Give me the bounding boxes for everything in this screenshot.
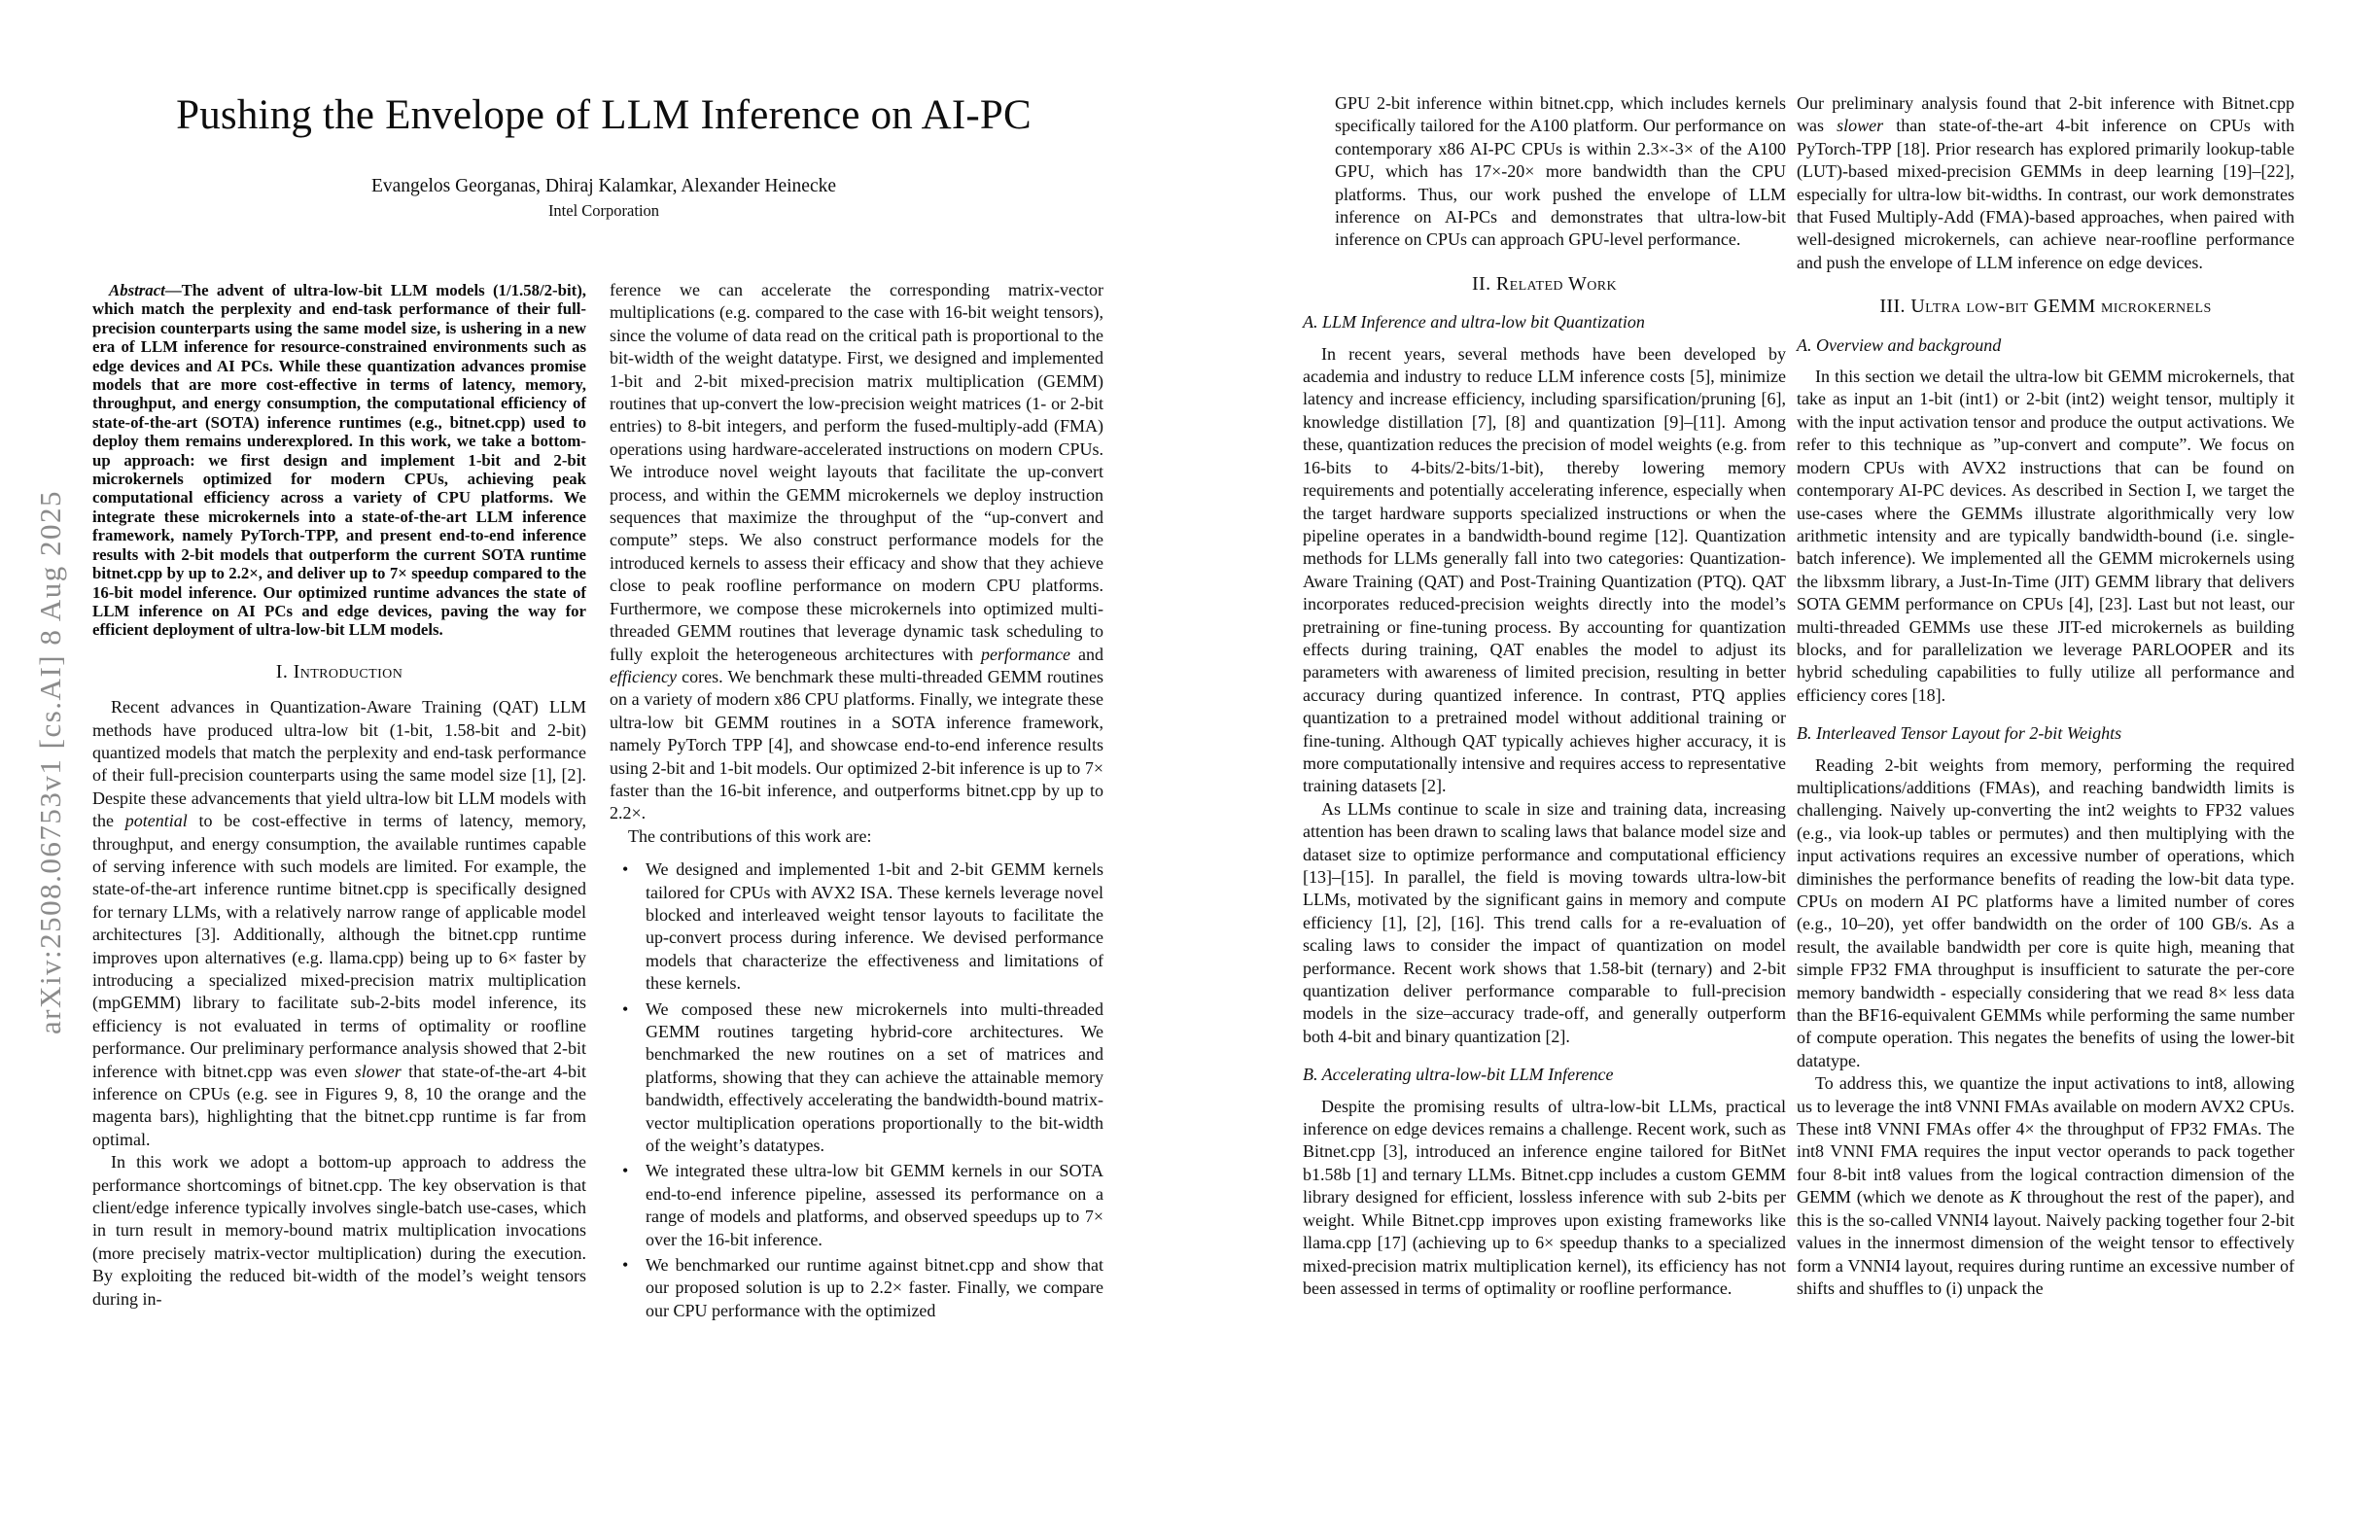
related-work-paragraph-2: As LLMs continue to scale in size and training data, increasing attention has been drawn to scaling laws that balance model size and dataset size to optimize performance and computational efficiency [13]–[15]. In parallel, the field is moving towards ultra-low-bit LLMs, motivated by the significant gains in memory and compute efficiency [1], [2], [16]. This trend calls for a re-evaluation of scaling laws to consider the impact of quantization on model performance. Recent work shows that 1.58-bit (ternary) and 2-bit quantization deliver performance comparable to full-precision models in the size–accuracy trade-off, and generally outperform both 4-bit and binary quantization [2].: [1303, 798, 1786, 1046]
microkernels-paragraph-1: In this section we detail the ultra-low bit GEMM microkernels, that take as input an 1-bit (int1) or 2-bit (int2) weight tensor, multiply it with the input activation tensor and produce the output activations. We refer to this technique as ”up-convert and compute”. We focus on modern CPUs with AVX2 instructions that can be found on contemporary AI-PC devices. As described in Section I, we target the use-cases where the GEMMs illustrate algorithmically very low arithmetic intensity and are typically bandwidth-bound (i.e. single-batch inference). We implemented all the GEMM microkernels using the libxsmm library, a Just-In-Time (JIT) GEMM library that delivers SOTA GEMM performance on CPUs [4], [23]. Last but not least, our multi-threaded GEMMs use these JIT-ed microkernels as building blocks, and for parallelization we leverage PARLOOPER and its hybrid scheduling capabilities to fully utilize all performance and efficiency cores [18].: [1797, 367, 2294, 705]
section-heading-gemm-microkernels: III. Ultra low-bit GEMM microkernels: [1879, 296, 2212, 318]
related-work-continuation-paragraph: Our preliminary analysis found that 2-bit inference with Bitnet.cpp was slower than state-of-the-art 4-bit inference on CPUs with PyTorch-TPP [18]. Prior research has explored primarily lookup-table (LUT)-based mixed-precision GEMMs in deep learning [19]–[22], especially for ultra-low bit-widths. In contrast, our work demonstrates that Fused Multiply-Add (FMA)-based approaches, when paired with well-designed microkernels, can achieve near-roofline performance and push the envelope of LLM inference on edge devices.: [1797, 93, 2295, 272]
list-item: • We benchmarked our runtime against bitnet.cpp and show that our proposed solution is up to 2.2× faster. Finally, we compare our CPU performance with the optimized: [610, 1254, 1103, 1322]
arxiv-watermark: arXiv:2508.06753v1 [cs.AI] 8 Aug 2025: [33, 489, 67, 1035]
contributions-list: [610, 858, 1103, 1322]
contributions-continuation-paragraph: GPU 2-bit inference within bitnet.cpp, which includes kernels specifically tailored for the A100 platform. Our performance on contemporary x86 AI-PC CPUs is within 2.3×-3× of the A100 GPU, which has 17×-20× more bandwidth than the CPU platforms. Thus, our work pushed the envelope of LLM inference on AI-PCs and demonstrates that ultra-low-bit inference on CPUs can approach GPU-level performance.: [1335, 93, 1786, 250]
related-work-paragraph-3: Despite the promising results of ultra-low-bit LLMs, practical inference on edge devices remains a challenge. Recent work, such as Bitnet.cpp [3], introduced an inference engine tailored for BitNet b1.58b [1] and ternary LLMs. Bitnet.cpp includes a custom GEMM library designed for efficient, lossless inference with sub 2-bits per weight. While Bitnet.cpp improves upon existing frameworks like llama.cpp [17] (achieving up to 6× speedup thanks to a specialized mixed-precision matrix multiplication kernel), its efficiency has not been assessed in terms of optimality or roofline performance.: [1303, 1096, 1786, 1298]
section-heading-introduction: I. Introduction: [275, 660, 403, 682]
intro-paragraph-2: In this work we adopt a bottom-up approach to address the performance shortcomings of bitnet.cpp. The key observation is that client/edge inference typically involves single-batch use-cases, which in turn result in memory-bound matrix multiplication invocations (more precisely matrix-vector multiplication) during the execution. By exploiting the reduced bit-width of the model’s weight tensors during in-: [92, 1152, 586, 1309]
subsection-heading-llm-inference-quantization: A. LLM Inference and ultra-low bit Quantization: [1303, 312, 1645, 332]
abstract: [92, 281, 586, 640]
column-3: [1303, 92, 1786, 1300]
paper-affiliation: Intel Corporation: [547, 201, 660, 221]
subsection-heading-accelerating-inference: B. Accelerating ultra-low-bit LLM Inference: [1303, 1065, 1614, 1085]
column-2: [610, 279, 1103, 1325]
intro-paragraph-1: Recent advances in Quantization-Aware Training (QAT) LLM methods have produced ultra-low bit (1-bit, 1.58-bit and 2-bit) quantized models that match the perplexity and end-task performance of their full-precision counterparts using the same model size [1], [2]. Despite these advancements that yield ultra-low bit LLM models with the potential to be cost-effective in terms of latency, memory, throughput, and energy consumption, the available runtimes capable of serving inference with such models are limited. For example, the state-of-the-art inference runtime bitnet.cpp is specifically designed for ternary LLMs, with a relatively narrow range of applicable model architectures [3]. Additionally, although the bitnet.cpp runtime improves upon alternatives (e.g. llama.cpp) being up to 6× faster by introducing a specialized mixed-precision matrix multiplication (mpGEMM) library to facilitate sub-2-bits model inference, its efficiency is not evaluated in terms of optimality or roofline performance. Our preliminary performance analysis showed that 2-bit inference with bitnet.cpp was even slower that state-of-the-art 4-bit inference on CPUs (e.g. see in Figures 9, 8, 10 the orange and the magenta bars), highlighting that the bitnet.cpp runtime is far from optimal.: [92, 697, 586, 1149]
paper-header: [92, 0, 1115, 221]
column-1: [92, 281, 586, 1311]
intro-continuation-paragraph: ference we can accelerate the corresponding matrix-vector multiplications (e.g. compared to the case with 16-bit weight tensors), since the volume of data read on the critical path is proportional to the bit-width of the weight datatype. First, we designed and implemented 1-bit and 2-bit mixed-precision matrix multiplication (GEMM) routines that up-convert the low-precision weight matrices (1- or 2-bit entries) to 8-bit integers, and perform the fused-multiply-add (FMA) operations using hardware-accelerated instructions on modern CPUs. We introduce novel weight layouts that facilitate the up-convert process, and within the GEMM microkernels we deploy instruction sequences that maximize the throughput of the “up-convert and compute” steps. We also construct performance models for the introduced kernels to assess their efficacy and show that they achieve close to peak roofline performance on modern CPU platforms. Furthermore, we compose these microkernels into optimized multi-threaded GEMM routines that leverage dynamic task scheduling to fully exploit the heterogeneous architectures with performance and efficiency cores. We benchmark these multi-threaded GEMM routines on a variety of modern x86 CPU platforms. Finally, we integrate these ultra-low bit GEMM routines in a SOTA inference framework, namely PyTorch TPP [4], and showcase end-to-end inference results using 2-bit and 1-bit models. Our optimized 2-bit inference is up to 7× faster than the 16-bit inference, and outperforms bitnet.cpp by up to 2.2×.: [610, 280, 1103, 823]
section-heading-related-work: II. Related Work: [1471, 272, 1617, 295]
list-item: • We composed these new microkernels into multi-threaded GEMM routines targeting hybrid-core architectures. We benchmarked the new routines on a set of matrices and platforms, showing that they can achieve the attainable memory bandwidth, effectively accelerating the bandwidth-bound matrix-vector multiplication operations proportionally to the bit-width of the weight’s datatypes.: [610, 998, 1103, 1158]
list-item: • We integrated these ultra-low bit GEMM kernels in our SOTA end-to-end inference pipeline, assessed its performance on a range of models and platforms, and observed speedups up to 7× over the 16-bit inference.: [610, 1160, 1103, 1251]
microkernels-paragraph-3: To address this, we quantize the input activations to int8, allowing us to leverage the int8 VNNI FMAs available on modern AVX2 CPUs. These int8 VNNI FMAs offer 4× the throughput of FP32 FMAs. The int8 VNNI FMA requires the input vector operands to pack together four 8-bit int8 values from the logical contraction dimension of the GEMM (which we denote as K throughout the rest of the paper), and this is the so-called VNNI4 layout. Naively packing together four 2-bit values in the innermost dimension of the weight tensor to effectively form a VNNI4 layout, requires during runtime an excessive number of shifts and shuffles to (i) unpack the: [1797, 1073, 2294, 1298]
subsection-heading-overview-background: A. Overview and background: [1797, 334, 2002, 355]
microkernels-paragraph-2: Reading 2-bit weights from memory, performing the required multiplications/additions (FMAs), and reaching bandwidth limits is challenging. Naively up-converting the int2 weights to FP32 values (e.g., via look-up tables or permutes) and then multiplying with the input activations requires an excessive number of operations, which diminishes the performance benefits of reading the low-bit data type. CPUs on modern AI PC platforms have a limited number of cores (e.g., 10–20), yet offer bandwidth on the order of 100 GB/s. As a result, the available bandwidth per core is quite high, meaning that simple FP32 FMA throughput is insufficient to saturate the per-core memory bandwidth - especially considering that we read 8× less data than the BF16-equivalent GEMMs while performing the same number of compute operation. This negates the benefits of using the lower-bit datatype.: [1797, 754, 2294, 1070]
abstract-text: —The advent of ultra-low-bit LLM models (1/1.58/2-bit), which match the perplexity and end-task performance of their full-precision counterparts using the same model size, is ushering in a new era of LLM inference for resource-constrained environments such as edge devices and AI PCs. While these quantization advances promise models that are more cost-effective in terms of latency, memory, throughput, and energy consumption, the computational efficiency of state-of-the-art (SOTA) inference runtimes (e.g., bitnet.cpp) used to deploy them remains underexplored. In this work, we take a bottom-up approach: we first design and implement 1-bit and 2-bit microkernels optimized for modern CPUs, achieving peak computational efficiency across a variety of CPU platforms. We integrate these microkernels into a state-of-the-art LLM inference framework, namely PyTorch-TPP, and present end-to-end inference results with 2-bit models that outperform the current SOTA runtime bitnet.cpp by up to 2.2×, and deliver up to 7× speedup compared to the 16-bit model inference. Our optimized runtime advances the state of LLM inference on AI PCs and edge devices, paving the way for efficient deployment of ultra-low-bit LLM models.: [92, 281, 586, 640]
subsection-heading-interleaved-tensor-layout: B. Interleaved Tensor Layout for 2-bit Weights: [1797, 723, 2122, 744]
related-work-paragraph-1: In recent years, several methods have been developed by academia and industry to reduce LLM inference costs [5], minimize latency and increase efficiency, including sparsification/pruning [6], knowledge distillation [7], [8] and quantization [9]–[11]. Among these, quantization reduces the precision of model weights (e.g. from 16-bits to 4-bits/2-bits/1-bit), thereby lowering memory requirements and potentially accelerating inference, especially when the target hardware supports specialized instructions or when the pipeline operates in a bandwidth-bound regime [12]. Quantization methods for LLMs generally fall into two categories: Quantization-Aware Training (QAT) and Post-Training Quantization (PTQ). QAT incorporates reduced-precision weights directly into the model’s pretraining or fine-tuning process. By accounting for quantization effects during training, QAT enables the model to adjust its parameters with awareness of limited precision, resulting in better accuracy during quantized inference. In contrast, PTQ applies quantization to a pretrained model without additional training or fine-tuning. Although QAT typically achieves higher accuracy, it is more computationally intensive and requires access to representative training datasets [2].: [1303, 343, 1786, 796]
column-4: [1797, 92, 2294, 1300]
abstract-label: Abstract: [109, 281, 165, 299]
paper-authors: Evangelos Georganas, Dhiraj Kalamkar, Alexander Heinecke: [370, 176, 837, 197]
list-item: • We designed and implemented 1-bit and 2-bit GEMM kernels tailored for CPUs with AVX2 ISA. These kernels leverage novel blocked and interleaved weight tensor layouts to facilitate the up-convert process during inference. We devised performance models that characterize the effectiveness and limitations of these kernels.: [610, 858, 1103, 995]
contributions-intro: The contributions of this work are:: [628, 825, 872, 846]
paper-title: Pushing the Envelope of LLM Inference on AI-PC: [176, 92, 1032, 138]
